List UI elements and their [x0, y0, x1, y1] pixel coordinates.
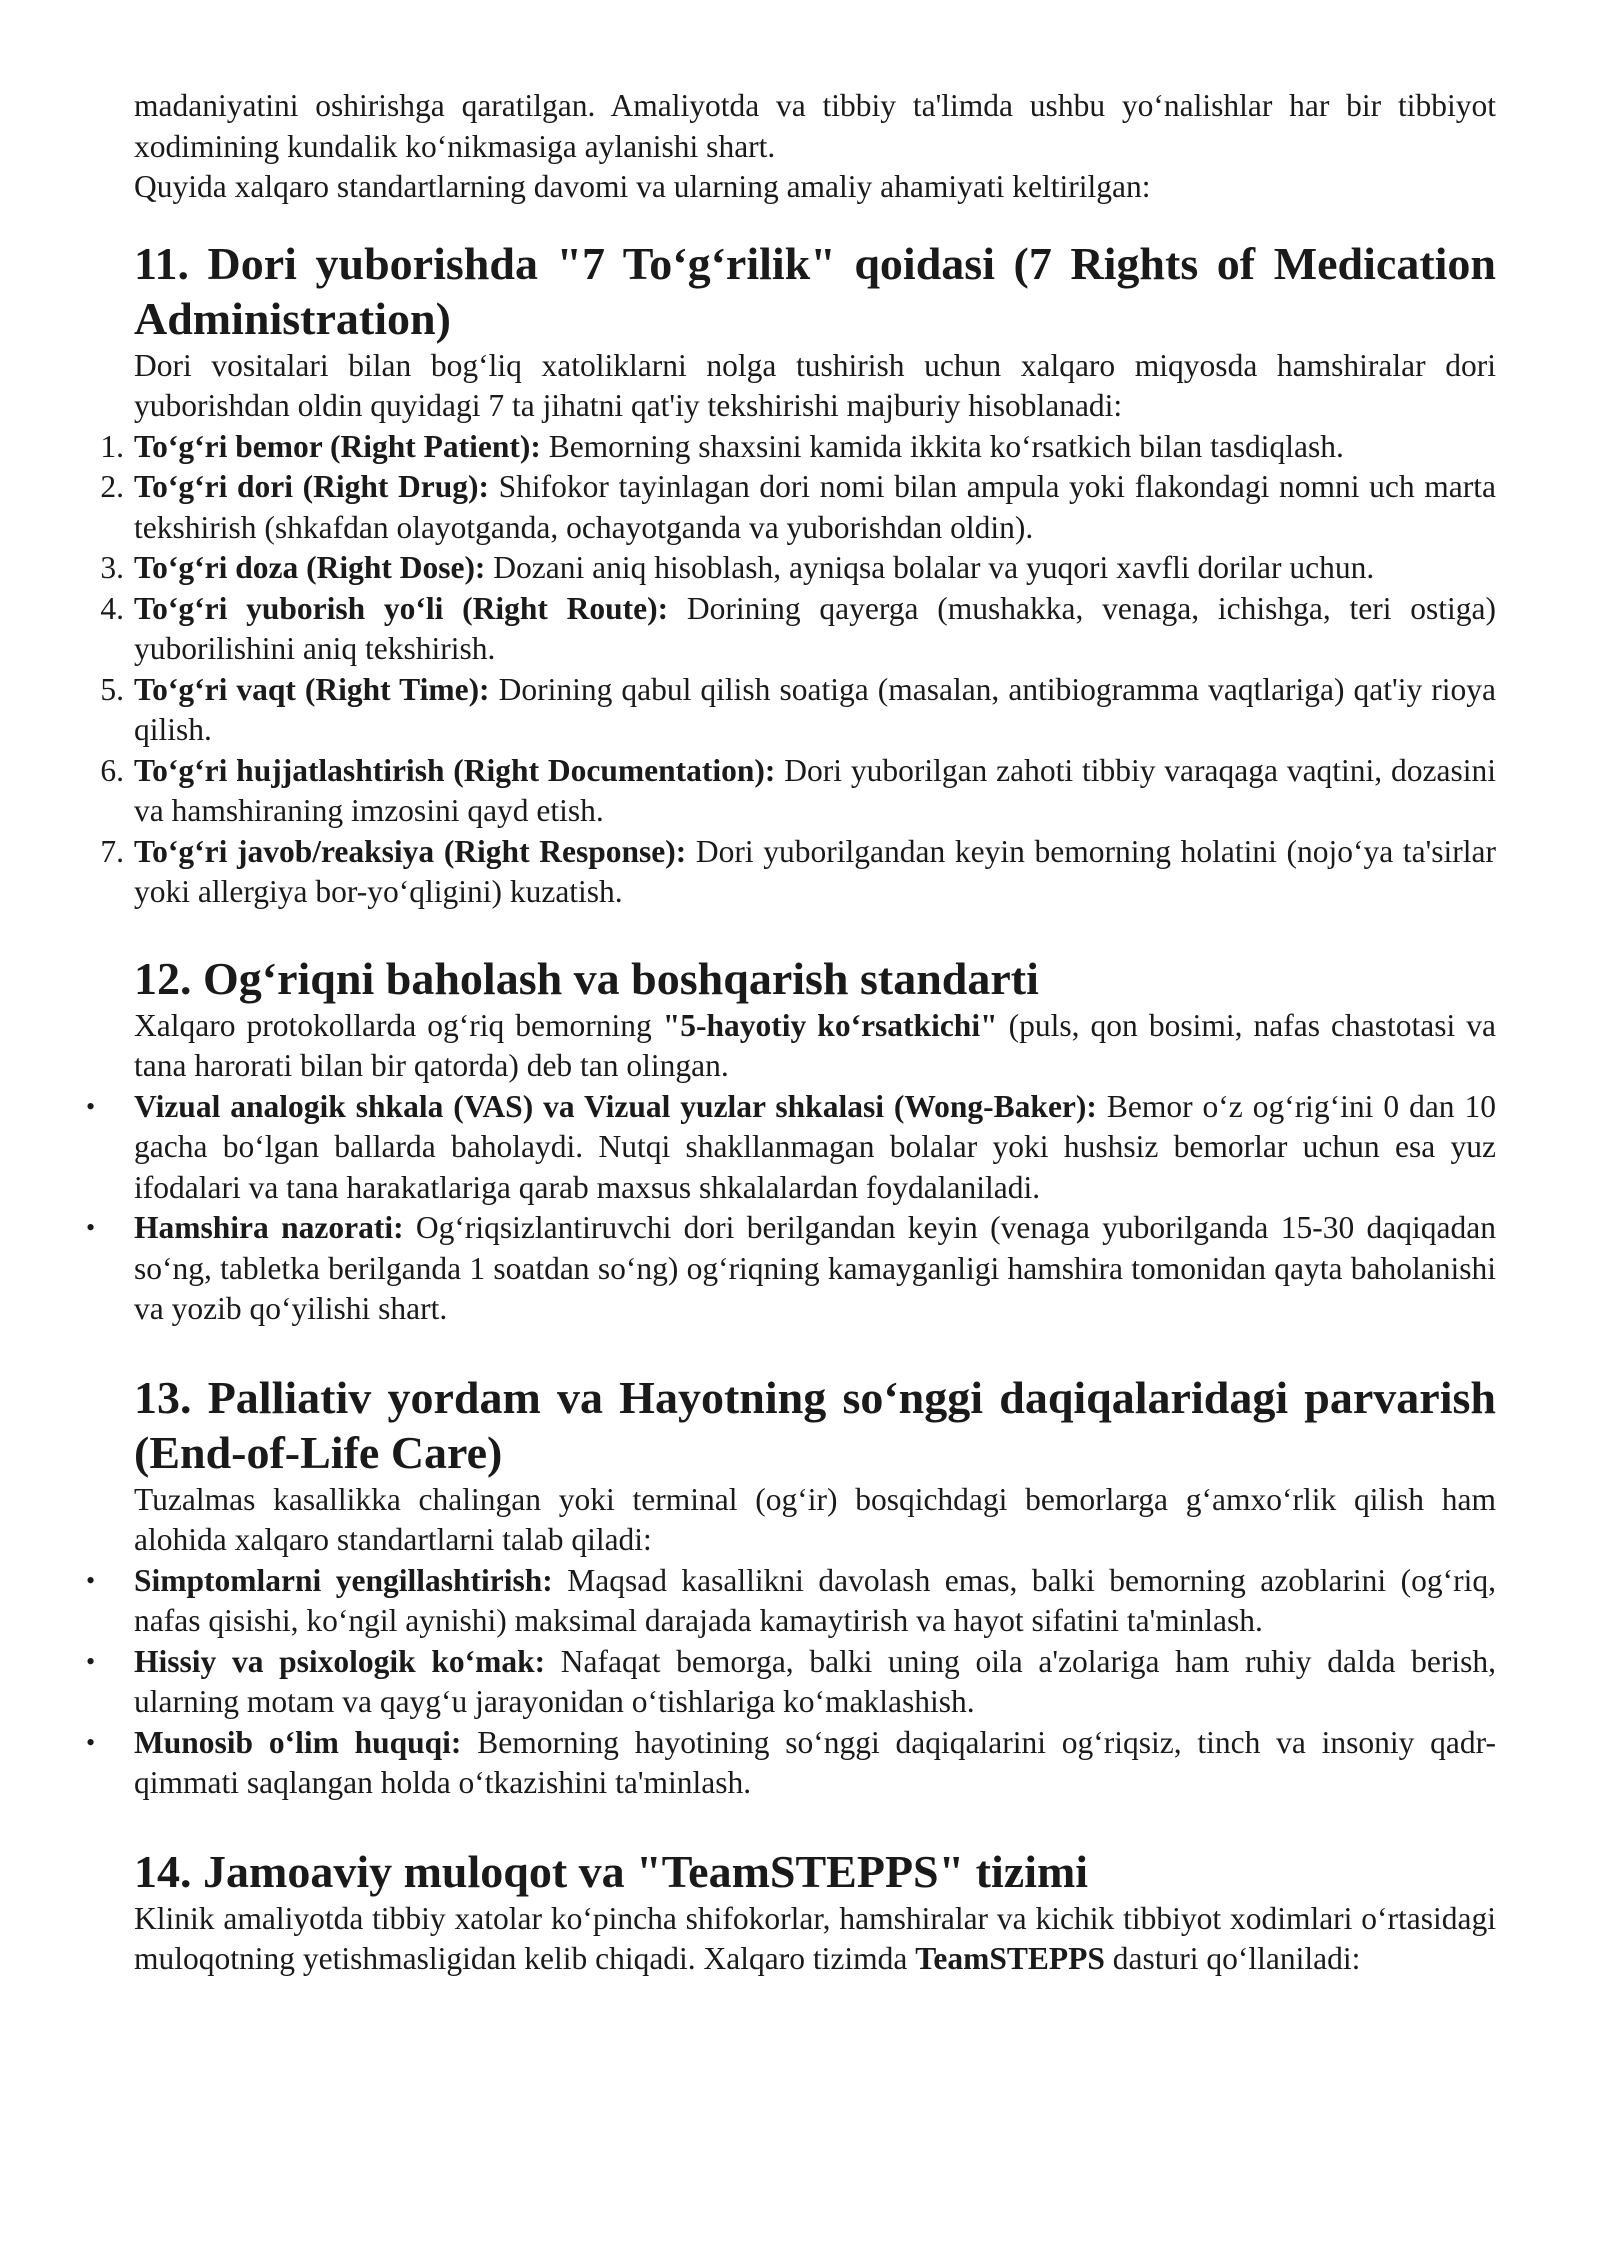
section-11: [100, 236, 1497, 913]
item-number: 1.: [100, 428, 124, 464]
pain-bullet-list: [86, 1087, 1496, 1330]
section-13: [86, 1370, 1496, 1804]
intro-lead-in: Quyida xalqaro standartlarning davomi va ularning amaliy ahamiyati keltirilgan:: [134, 169, 1151, 204]
item-number: 3.: [100, 550, 124, 585]
item-text: Bemorning hayotining so‘nggi daqiqalarini og‘riqsiz, tinch va insoniy qadr-qimmati saqlangan holda o‘tkazishini ta'minlash.: [134, 1724, 1496, 1800]
list-item: [86, 1087, 1496, 1209]
intro-text-b: dasturi qo‘llaniladi:: [1104, 1941, 1361, 1976]
item-term: To‘g‘ri dori (Right Drug):: [134, 469, 489, 504]
item-term: Hamshira nazorati:: [134, 1210, 404, 1245]
list-item: [100, 589, 1496, 670]
section-13-title: 13. Palliativ yordam va Hayotning so‘nggi daqiqalaridagi parvarish (End-of-Life Care): [134, 1371, 1496, 1478]
rights-list: [100, 427, 1497, 913]
list-item: [100, 751, 1497, 832]
item-text: Dori yuborilgan zahoti tibbiy varaqaga vaqtini, dozasini va hamshiraning imzosini qayd etish.: [134, 752, 1497, 828]
item-term: To‘g‘ri yuborish yo‘li (Right Route):: [134, 590, 669, 626]
document-page: [86, 86, 1497, 1980]
bullet-icon: •: [86, 1646, 96, 1676]
intro-paragraph: madaniyatini oshirishga qaratilgan. Amaliyotda va tibbiy ta'limda ushbu yo‘nalishlar har bir tibbiyot xodimining kundalik ko‘nikmasiga aylanishi shart.: [134, 88, 1496, 164]
item-text: Dorining qabul qilish soatiga (masalan, antibiogramma vaqtlariga) qat'iy rioya qilish.: [134, 671, 1496, 747]
item-text: Og‘riqsizlantiruvchi dori berilgandan keyin (venaga yuborilganda 15-30 daqiqadan so‘ng, tabletka berilganda 1 soatdan so‘ng) og‘riqning kamayganligi hamshira tomonidan qayta baholanishi va yozib qo‘yilishi shart.: [134, 1210, 1496, 1326]
item-number: 4.: [100, 590, 124, 626]
list-item: [100, 670, 1496, 751]
section-14-intro: [134, 1899, 1496, 1980]
bullet-icon: •: [86, 1213, 96, 1242]
item-text: Dozani aniq hisoblash, ayniqsa bolalar va yuqori xavfli dorilar uchun.: [485, 550, 1375, 585]
list-item: [100, 548, 1496, 589]
section-12-intro: [134, 1006, 1496, 1087]
item-term: Munosib o‘lim huquqi:: [134, 1724, 462, 1760]
item-text: Maqsad kasallikni davolash emas, balki bemorning azoblarini (og‘riq, nafas qisishi, ko‘ngil aynishi) maksimal darajada kamaytirish va hayot sifatini ta'minlash.: [134, 1562, 1496, 1638]
item-number: 7.: [100, 833, 124, 869]
item-text: Bemorning shaxsini kamida ikkita ko‘rsatkich bilan tasdiqlash.: [540, 428, 1344, 464]
bullet-icon: •: [86, 1091, 96, 1121]
item-term: To‘g‘ri bemor (Right Patient):: [134, 428, 541, 464]
item-term: Hissiy va psixologik ko‘mak:: [134, 1643, 546, 1679]
list-item: [86, 1208, 1496, 1330]
intro-emphasis: TeamSTEPPS: [915, 1941, 1105, 1976]
section-13-intro: Tuzalmas kasallikka chalingan yoki terminal (og‘ir) bosqichdagi bemorlarga g‘amxo‘rlik qilish ham alohida xalqaro standartlarni talab qiladi:: [134, 1481, 1496, 1557]
bullet-icon: •: [86, 1727, 96, 1757]
item-term: To‘g‘ri javob/reaksiya (Right Response):: [134, 833, 687, 869]
intro-text-b: (puls, qon bosimi, nafas chastotasi va tana harorati bilan bir qatorda) deb tan olingan.: [134, 1007, 1496, 1083]
item-number: 2.: [100, 469, 124, 504]
item-term: Vizual analogik shkala (VAS) va Vizual yuzlar shkalasi (Wong-Baker):: [134, 1088, 1097, 1124]
item-number: 6.: [100, 752, 124, 788]
item-text: Shifokor tayinlagan dori nomi bilan ampula yoki flakondagi nomni uch marta tekshirish (shkafdan olayotganda, ochayotganda va yuborishdan oldin).: [134, 469, 1496, 545]
section-11-title: 11. Dori yuborishda "7 To‘g‘rilik" qoidasi (7 Rights of Medication Administration): [134, 237, 1496, 344]
item-text: Bemor o‘z og‘rig‘ini 0 dan 10 gacha bo‘lgan ballarda baholaydi. Nutqi shakllanmagan bolalar yoki hushsiz bemorlar uchun esa yuz ifodalari va tana harakatlariga qarab maxsus shkalalardan foydalaniladi.: [134, 1088, 1496, 1205]
section-12-title: 12. Og‘riqni baholash va boshqarish standarti: [134, 952, 1039, 1004]
section-11-intro: Dori vositalari bilan bog‘liq xatoliklarni nolga tushirish uchun xalqaro miqyosda hamshiralar dori yuborishdan oldin quyidagi 7 ta jihatni qat'iy tekshirishi majburiy hisoblanadi:: [134, 347, 1496, 423]
intro-text-a: Klinik amaliyotda tibbiy xatolar ko‘pincha shifokorlar, hamshiralar va kichik tibbiyot xodimlari o‘rtasidagi muloqotning yetishmasligidan kelib chiqadi. Xalqaro tizimda: [134, 1900, 1496, 1976]
item-text: Dori yuborilgandan keyin bemorning holatini (nojo‘ya ta'sirlar yoki allergiya bor-yo‘qligini) kuzatish.: [134, 833, 1497, 909]
section-12: [86, 951, 1496, 1330]
list-item: [86, 1561, 1496, 1642]
item-term: To‘g‘ri vaqt (Right Time):: [134, 671, 490, 707]
item-number: 5.: [100, 671, 124, 707]
list-item: [86, 1723, 1496, 1804]
palliative-bullet-list: [86, 1561, 1496, 1804]
list-item: [100, 832, 1497, 913]
list-item: [100, 427, 1496, 468]
intro-emphasis: "5-hayotiy ko‘rsatkichi": [662, 1007, 998, 1043]
bullet-icon: •: [86, 1565, 96, 1595]
item-term: To‘g‘ri doza (Right Dose):: [134, 550, 486, 585]
intro-text-a: Xalqaro protokollarda og‘riq bemorning: [134, 1007, 663, 1043]
section-14-title: 14. Jamoaviy muloqot va "TeamSTEPPS" tizimi: [134, 1845, 1089, 1897]
list-item: [86, 1642, 1496, 1723]
list-item: [100, 467, 1496, 548]
section-14: [134, 1844, 1496, 1980]
item-term: To‘g‘ri hujjatlashtirish (Right Documentation):: [134, 752, 776, 788]
item-text: Nafaqat bemorga, balki uning oila a'zolariga ham ruhiy dalda berish, ularning motam va qayg‘u jarayonidan o‘tishlariga ko‘maklashish.: [134, 1643, 1496, 1719]
item-text: Dorining qayerga (mushakka, venaga, ichishga, teri ostiga) yuborilishini aniq tekshirish.: [134, 590, 1496, 666]
item-term: Simptomlarni yengillashtirish:: [134, 1562, 553, 1598]
